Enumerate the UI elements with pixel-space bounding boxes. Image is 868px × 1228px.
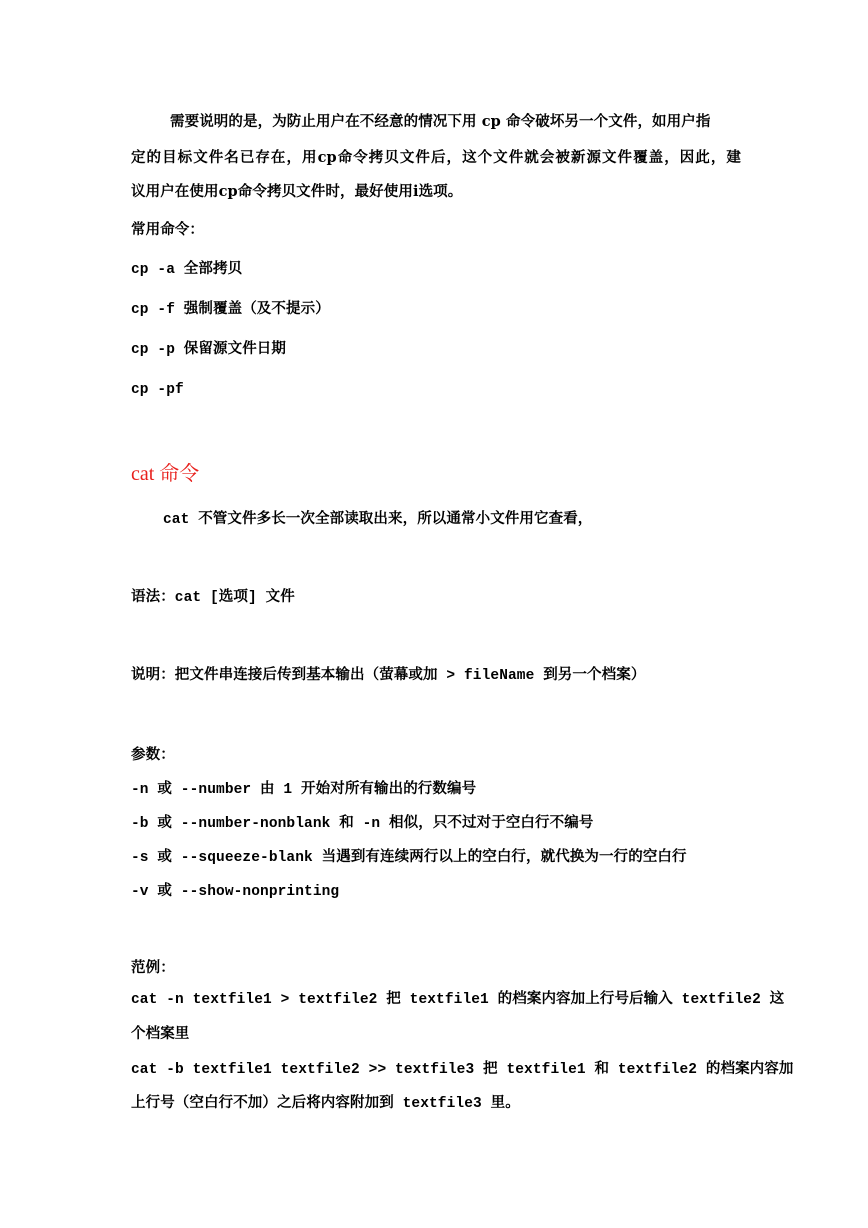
examples-label: 范例： (131, 959, 175, 976)
cat-section-heading: cat 命令 (131, 463, 200, 485)
cat-description: cat 不管文件多长一次全部读取出来，所以通常小文件用它查看， (163, 512, 593, 528)
common-commands-label: 常用命令： (131, 221, 204, 238)
intro-line-3: 议用户在使用cp命令拷贝文件时，最好使用i选项。 (131, 183, 463, 200)
command-item: cp -f 强制覆盖（及不提示） (131, 302, 330, 318)
intro-line-2: 定的目标文件名已存在，用cp命令拷贝文件后，这个文件就会被新源文件覆盖，因此，建 (131, 149, 741, 166)
example-1-line-2: 个档案里 (131, 1025, 190, 1042)
example-2-line-1: cat -b textfile1 textfile2 >> textfile3 把 textfile1 和 textfile2 的档案内容加 (131, 1062, 794, 1078)
command-item: cp -a 全部拷贝 (131, 262, 243, 278)
command-item: cp -p 保留源文件日期 (131, 342, 287, 358)
param-item: -s 或 --squeeze-blank 当遇到有连续两行以上的空白行，就代换为一行的空白行 (131, 850, 687, 866)
example-2-line-2: 上行号（空白行不加）之后将内容附加到 textfile3 里。 (131, 1096, 520, 1112)
intro-line-1: 需要说明的是，为防止用户在不经意的情况下用 cp 命令破坏另一个文件，如用户指 (170, 113, 711, 130)
cat-explanation: 说明：把文件串连接后传到基本输出（萤幕或加 > fileName 到另一个档案） (131, 668, 646, 684)
command-item: cp -pf (131, 382, 184, 398)
params-label: 参数： (131, 746, 175, 763)
cat-syntax: 语法：cat [选项] 文件 (131, 590, 295, 606)
param-item: -b 或 --number-nonblank 和 -n 相似，只不过对于空白行不编号 (131, 816, 594, 832)
param-item: -v 或 --show-nonprinting (131, 884, 340, 900)
example-1-line-1: cat -n textfile1 > textfile2 把 textfile1 的档案内容加上行号后输入 textfile2 这 (131, 992, 785, 1008)
param-item: -n 或 --number 由 1 开始对所有输出的行数编号 (131, 782, 477, 798)
